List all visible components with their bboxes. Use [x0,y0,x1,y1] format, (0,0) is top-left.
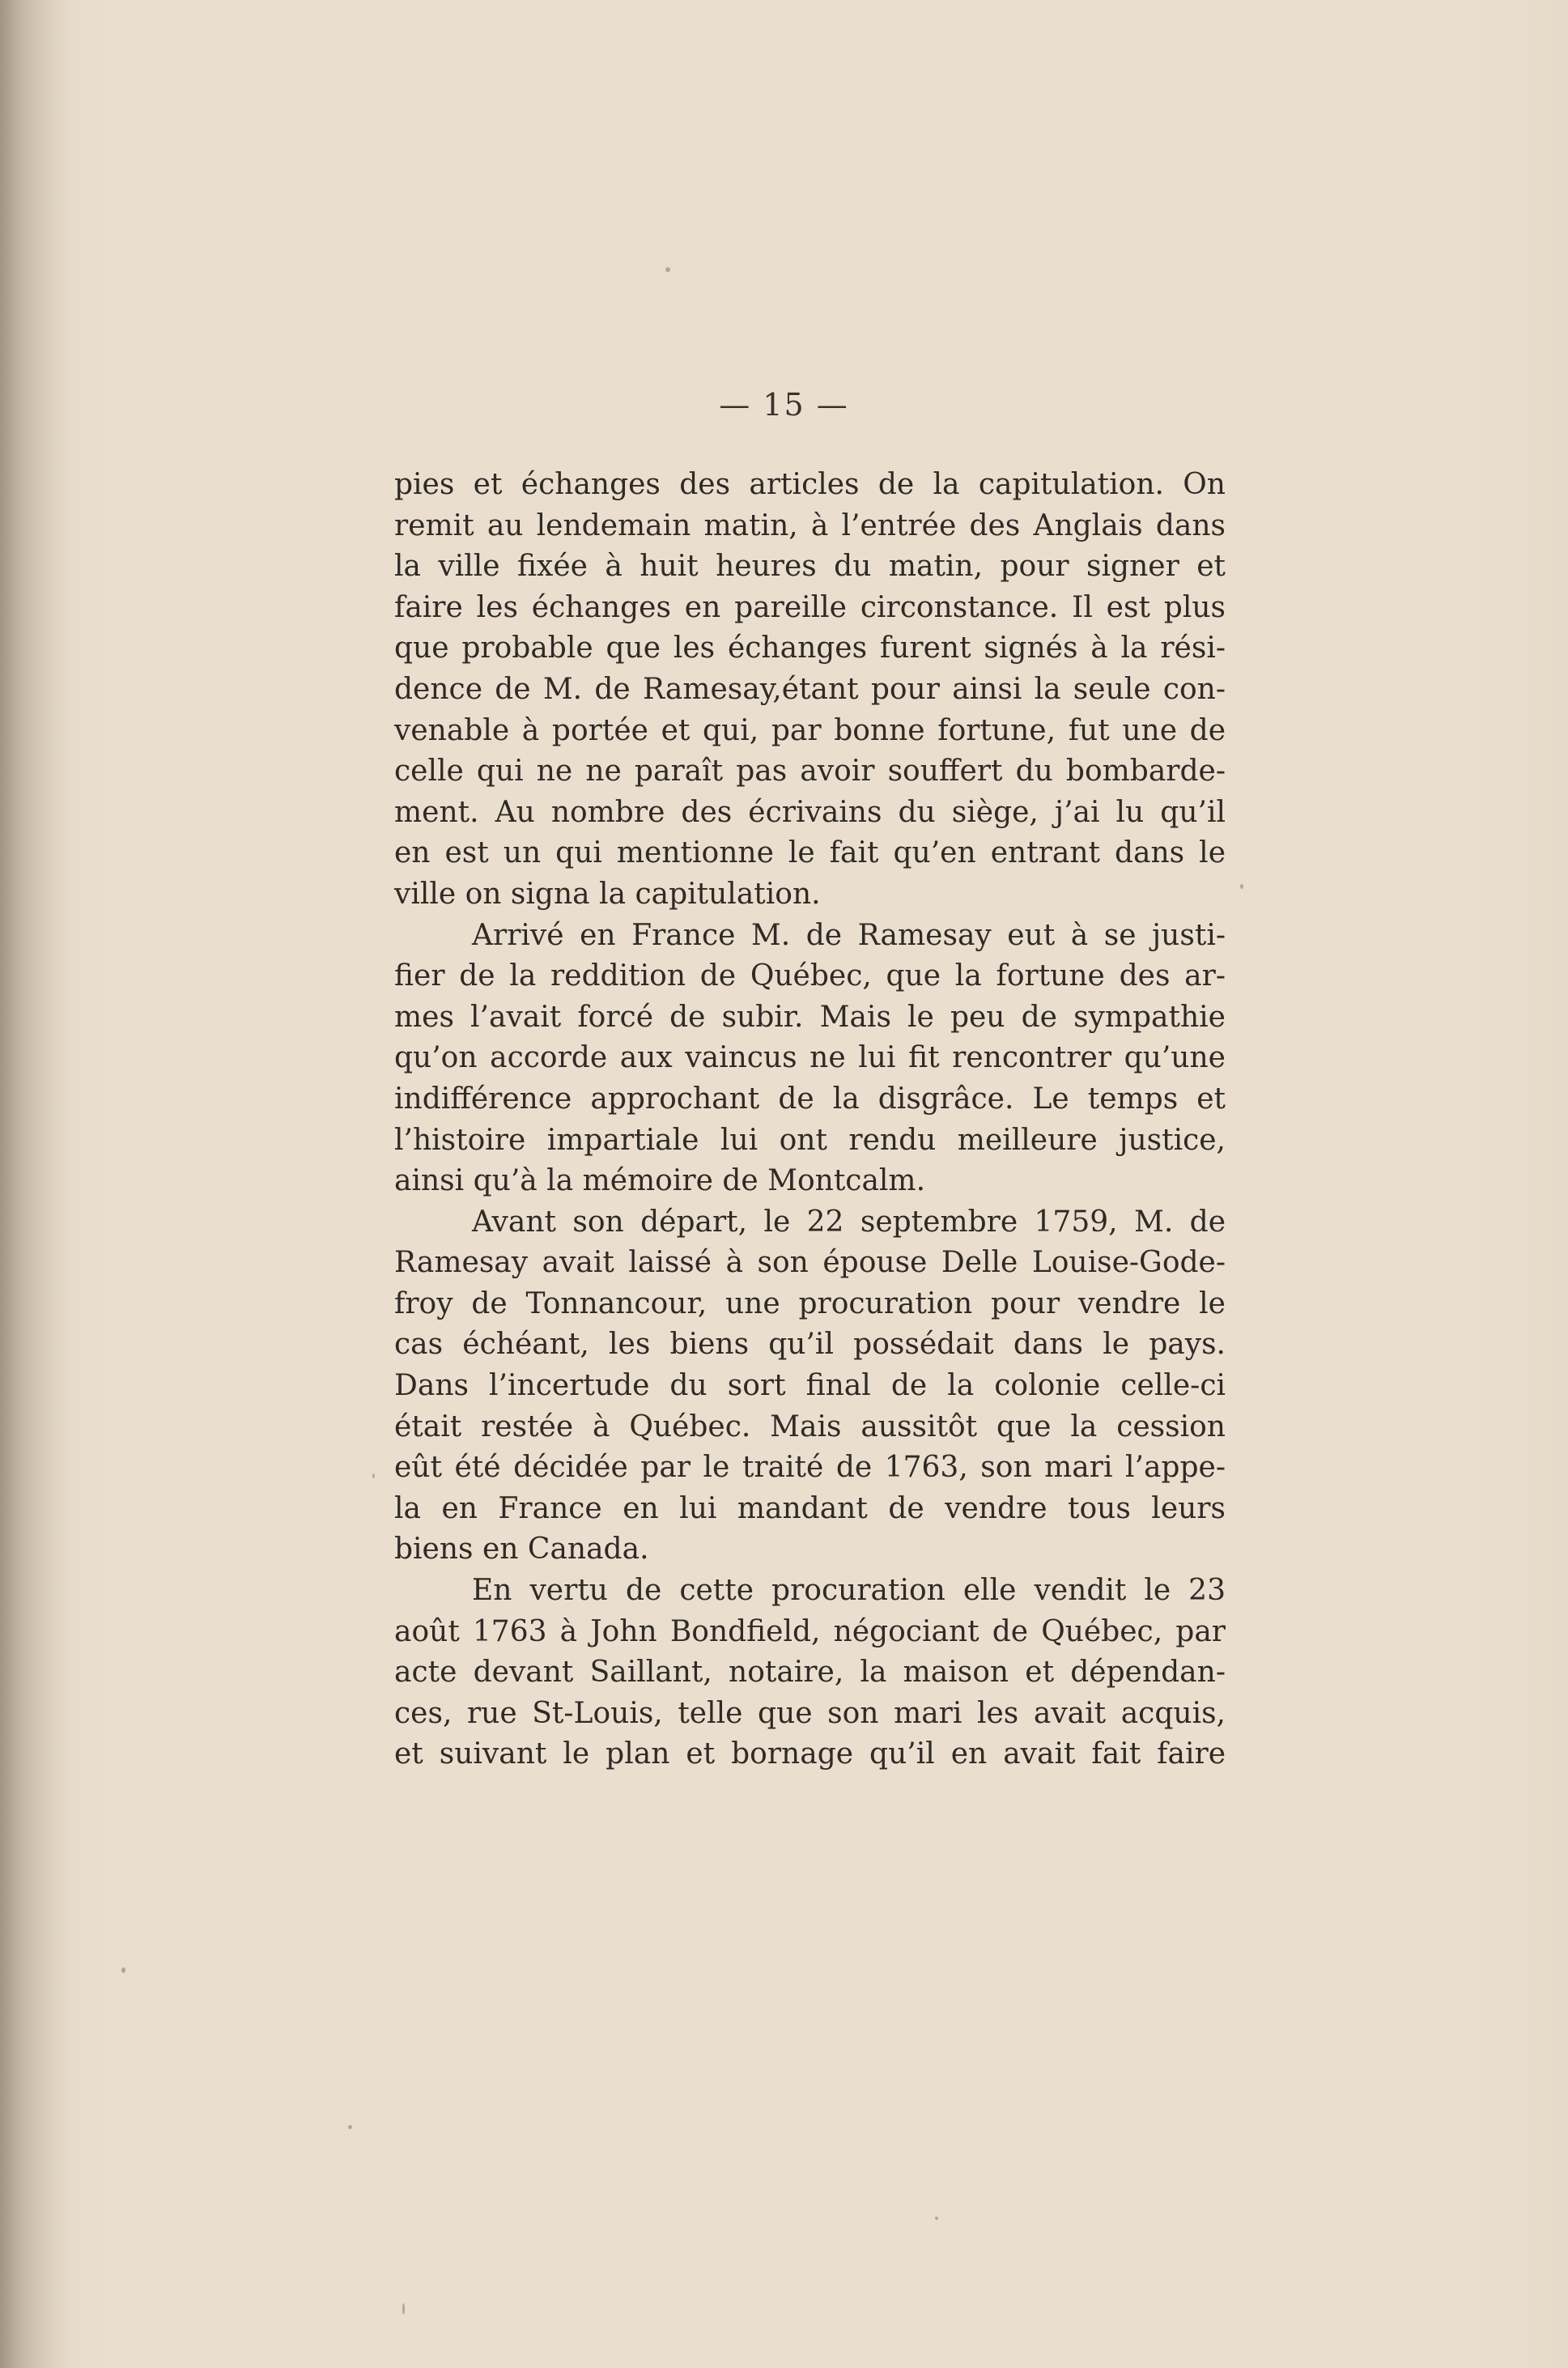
text-line: Dans l’incertude du sort final de la colonie celle-ci [394,1369,1226,1403]
paper-speck [372,1473,375,1478]
text-line: acte devant Saillant, notaire, la maison et dépendan- [394,1656,1226,1690]
text-line: fier de la reddition de Québec, que la fortune des ar- [394,959,1226,993]
text-line: dence de M. de Ramesay,étant pour ainsi la seule con- [394,672,1226,706]
text-line: ainsi qu’à la mémoire de Montcalm. [394,1164,926,1198]
text-line: pies et échanges des articles de la capitulation. On [394,468,1226,501]
text-line: était restée à Québec. Mais aussitôt que la cession [394,1409,1226,1443]
text-line: biens en Canada. [394,1533,649,1567]
text-line: ville on signa la capitulation. [394,877,821,911]
text-line: froy de Tonnancour, une procuration pour vendre le [394,1286,1226,1320]
paragraph-4 [394,1571,1226,1775]
text-line: venable à portée et qui, par bonne fortune, fut une de [394,713,1226,747]
text-line: En vertu de cette procuration elle vendit le 23 [472,1574,1226,1608]
text-line: Avant son départ, le 22 septembre 1759, M. de [472,1205,1226,1239]
text-line: Arrivé en France M. de Ramesay eut à se justi- [472,918,1226,952]
book-spine-shadow [0,0,73,2368]
paper-speck [348,2125,352,2129]
paragraph-1 [394,465,1226,916]
text-line: mes l’avait forcé de subir. Mais le peu de sympathie [394,1000,1226,1034]
paper-speck [402,2303,405,2315]
text-line: faire les échanges en pareille circonstance. Il est plus [394,590,1226,624]
text-line: l’histoire impartiale lui ont rendu meilleure justice, [394,1123,1226,1157]
paper-speck [121,1967,125,1973]
text-line: celle qui ne ne paraît pas avoir souffert du bombarde- [394,755,1226,789]
text-line: la ville fixée à huit heures du matin, pour signer et [394,550,1226,584]
text-line: ment. Au nombre des écrivains du siège, j’ai lu qu’il [394,795,1226,829]
text-line: en est un qui mentionne le fait qu’en entrant dans le [394,836,1226,870]
text-line: cas échéant, les biens qu’il possédait dans le pays. [394,1328,1226,1362]
paragraph-2 [394,916,1226,1202]
text-line: que probable que les échanges furent signés à la rési- [394,631,1226,665]
text-line: la en France en lui mandant de vendre tous leurs [394,1491,1226,1525]
text-line: qu’on accorde aux vaincus ne lui fit rencontrer qu’une [394,1041,1226,1075]
text-line: indifférence approchant de la disgrâce. Le temps et [394,1082,1226,1116]
text-line: août 1763 à John Bondfield, négociant de Québec, par [394,1614,1226,1648]
text-line: ces, rue St-Louis, telle que son mari les avait acquis, [394,1696,1226,1730]
paper-speck [665,267,670,272]
text-line: eût été décidée par le traité de 1763, son mari l’appe- [394,1451,1226,1485]
text-line: Ramesay avait laissé à son épouse Delle Louise-Gode- [394,1246,1226,1280]
text-line: remit au lendemain matin, à l’entrée des Anglais dans [394,508,1226,542]
paper-speck [1240,884,1243,889]
page-number: — 15 — [719,387,849,423]
paper-speck [935,2217,938,2220]
text-line: et suivant le plan et bornage qu’il en avait fait faire [394,1737,1226,1771]
paragraph-3 [394,1202,1226,1571]
body-text [394,465,1226,1775]
